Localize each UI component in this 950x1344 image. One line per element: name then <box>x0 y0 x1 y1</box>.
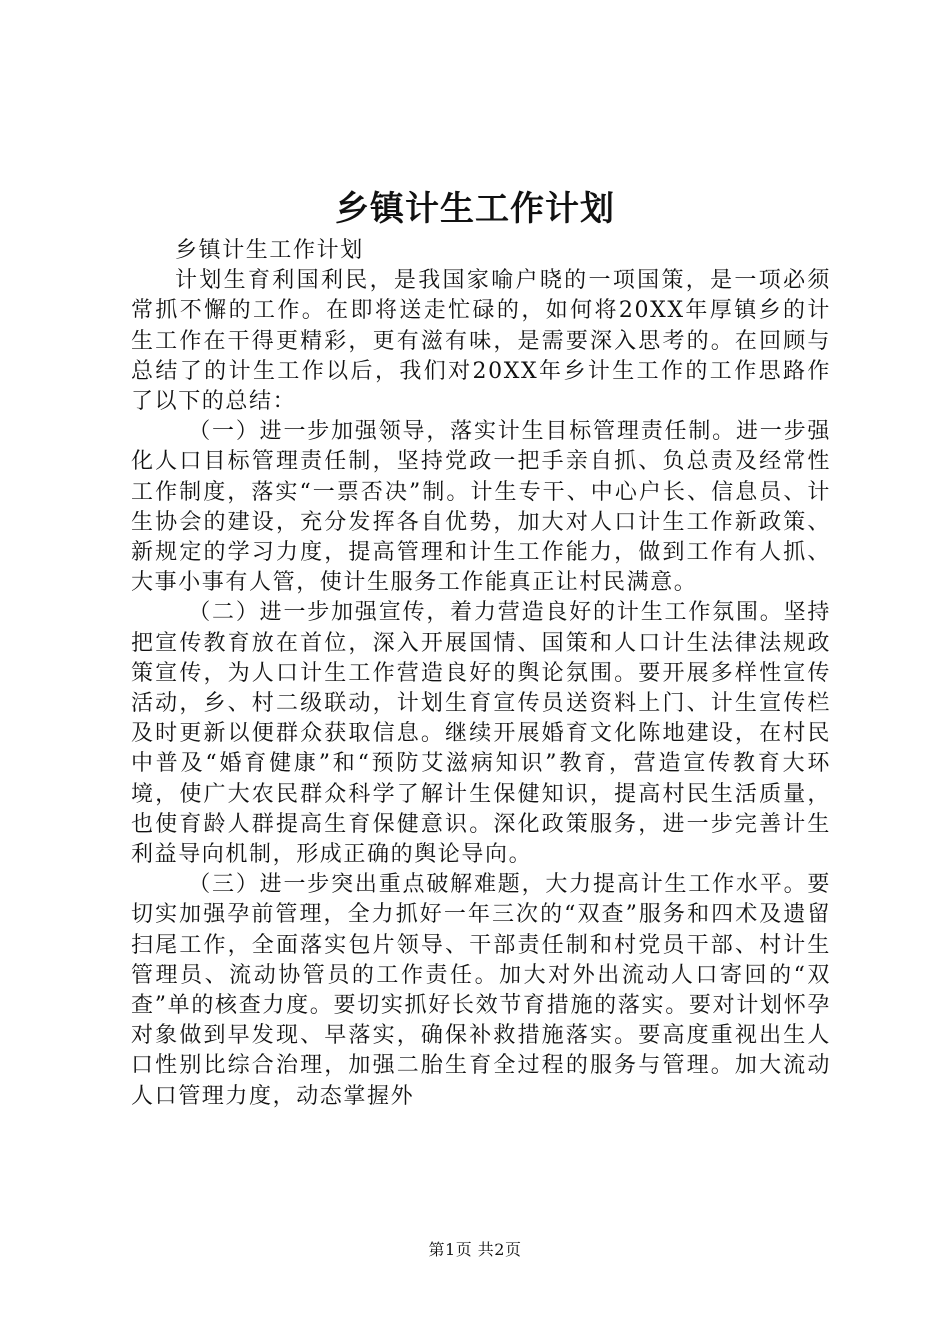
paragraph-subtitle: 乡镇计生工作计划 <box>175 238 364 263</box>
page-footer: 第1页 共2页 <box>428 1240 522 1259</box>
paragraph-intro: 计划生育利国利民，是我国家喻户晓的一项国策，是一项必须常抓不懈的工作。在即将送走忙碌的，如何将20XX年厚镇乡的计生工作在干得更精彩，更有滋有味，是需要深入思考的。在回顾与总结了的计生工作以后，我们对20XX年乡计生工作的工作思路作了以下的总结： <box>131 268 831 415</box>
paragraph-section-2: （二）进一步加强宣传，着力营造良好的计生工作氛围。坚持把宣传教育放在首位，深入开展国情、国策和人口计生法律法规政策宣传，为人口计生工作营造良好的舆论氛围。要开展多样性宣传活动，乡、村二级联动，计划生育宣传员送资料上门、计生宣传栏及时更新以便群众获取信息。继续开展婚育文化陈地建设，在村民中普及“婚育健康”和“预防艾滋病知识”教育，营造宣传教育大环境，使广大农民群众科学了解计生保健知识，提高村民生活质量，也使育龄人群提高生育保健意识。深化政策服务，进一步完善计生利益导向机制，形成正确的舆论导向。 <box>131 600 831 868</box>
paragraph-section-3: （三）进一步突出重点破解难题，大力提高计生工作水平。要切实加强孕前管理，全力抓好一年三次的“双查”服务和四术及遗留扫尾工作，全面落实包片领导、干部责任制和村党员干部、村计生管理员、流动协管员的工作责任。加大对外出流动人口寄回的“双查”单的核查力度。要切实抓好长效节育措施的落实。要对计划怀孕对象做到早发现、早落实，确保补救措施落实。要高度重视出生人口性别比综合治理，加强二胎生育全过程的服务与管理。加大流动人口管理力度，动态掌握外 <box>131 872 831 1109</box>
document-body <box>131 236 831 1112</box>
document-title: 乡镇计生工作计划 <box>335 189 615 229</box>
paragraph-section-1: （一）进一步加强领导，落实计生目标管理责任制。进一步强化人口目标管理责任制，坚持党政一把手亲自抓、负总责及经常性工作制度，落实“一票否决”制。计生专干、中心户长、信息员、计生协会的建设，充分发挥各自优势，加大对人口计生工作新政策、新规定的学习力度，提高管理和计生工作能力，做到工作有人抓、大事小事有人管，使计生服务工作能真正让村民满意。 <box>131 419 831 596</box>
